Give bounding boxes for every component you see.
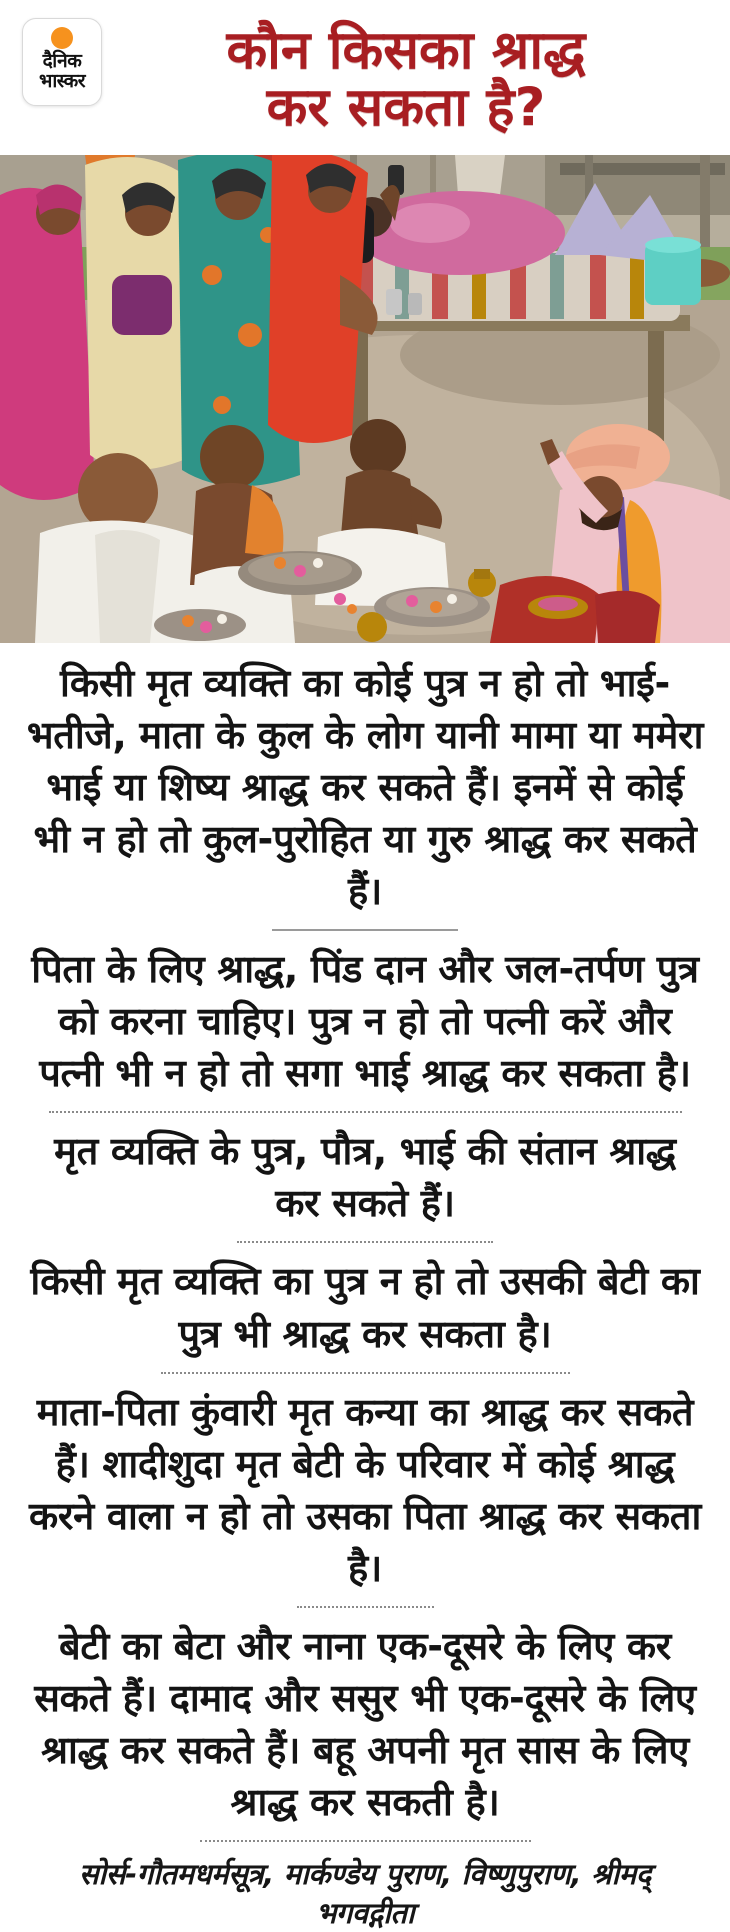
page-title-line2: कर सकता है? [266,77,546,139]
page-title-line1: कौन किसका श्राद्ध [226,20,586,81]
page-title [102,18,710,139]
paragraph-1: किसी मृत व्यक्ति का कोई पुत्र न हो तो भाई-भतीजे, माता के कुल के लोग यानी मामा या ममेरा भाई या शिष्य श्राद्ध कर सकते हैं। इनमें से कोई भी न हो तो कुल-पुरोहित या गुरु श्राद्ध कर सकते हैं। [26,661,704,914]
divider [200,1840,531,1842]
paragraph-2: पिता के लिए श्राद्ध, पिंड दान और जल-तर्पण पुत्र को करना चाहिए। पुत्र न हो तो पत्नी करें और पत्नी भी न हो तो सगा भाई श्राद्ध कर सकता है। [31,947,699,1096]
source-credit: सोर्स-गौतमधर्मसूत्र, मार्कण्डेय पुराण, विष्णुपुराण, श्रीमद् भगवद्गीता [78,1856,652,1930]
divider [49,1111,682,1113]
shraddha-ritual-photo [0,155,730,643]
paragraph-5: माता-पिता कुंवारी मृत कन्या का श्राद्ध कर सकते हैं। शादीशुदा मृत बेटी के परिवार में कोई श्राद्ध करने वाला न हो तो उसका पिता श्राद्ध कर सकता है। [28,1389,702,1590]
article-body [0,643,730,1932]
logo-text-line1: दैनिक [42,50,82,72]
paragraph-3: मृत व्यक्ति के पुत्र, पौत्र, भाई की संतान श्राद्ध कर सकते हैं। [54,1129,676,1226]
divider [237,1241,493,1243]
divider [272,929,458,931]
header [0,0,730,155]
paragraph-6: बेटी का बेटा और नाना एक-दूसरे के लिए कर सकते हैं। दामाद और ससुर भी एक-दूसरे के लिए श्राद्ध कर सकते हैं। बहू अपनी मृत सास के लिए श्राद्ध कर सकती है। [34,1623,696,1824]
divider [297,1606,434,1608]
paragraph-4: किसी मृत व्यक्ति का पुत्र न हो तो उसकी बेटी का पुत्र भी श्राद्ध कर सकता है। [30,1259,700,1356]
dainik-bhaskar-logo [22,18,102,106]
divider [161,1372,570,1374]
sun-icon [51,27,73,49]
logo-text-line2: भास्कर [38,69,86,92]
